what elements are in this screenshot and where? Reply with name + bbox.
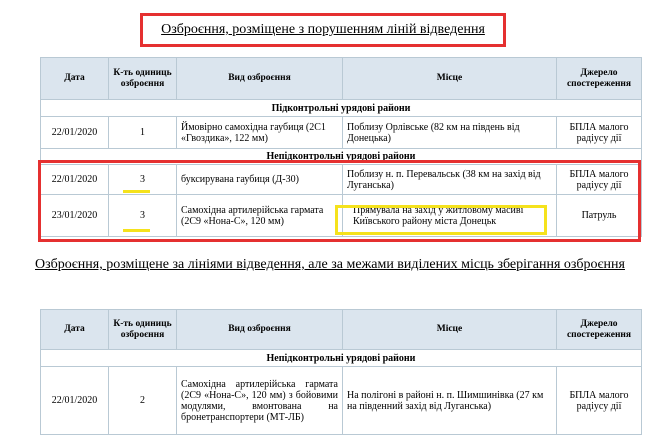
cell-source: БПЛА малого радіусу дії <box>557 117 642 149</box>
cell-place: Прямувала на захід у житловому масиві Київського району міста Донецьк <box>343 195 557 237</box>
cell-place: Поблизу Орлівське (82 км на південь від Донецька) <box>343 117 557 149</box>
cell-place: На полігоні в районі н. п. Шимшинівка (27 км на південний захід від Луганська) <box>343 367 557 435</box>
header-place: Місце <box>343 58 557 100</box>
cell-date: 22/01/2020 <box>41 117 109 149</box>
header-row <box>41 310 642 350</box>
cell-count: 2 <box>109 367 177 435</box>
group-row <box>41 149 642 165</box>
header-date: Дата <box>41 58 109 100</box>
cell-count: 1 <box>109 117 177 149</box>
cell-count: 3 <box>109 165 177 195</box>
cell-date: 22/01/2020 <box>41 165 109 195</box>
section2-title: Озброєння, розміщене за лініями відведення, але за межами виділених місць зберігання озброєння <box>35 257 625 272</box>
group-label-uncontrolled: Непідконтрольні урядові райони <box>41 149 642 165</box>
header-count: К-ть одиниць озброєння <box>109 310 177 350</box>
header-place: Місце <box>343 310 557 350</box>
header-source: Джерело спостереження <box>557 58 642 100</box>
cell-date: 23/01/2020 <box>41 195 109 237</box>
group-label-controlled: Підконтрольні урядові райони <box>41 100 642 117</box>
cell-source: БПЛА малого радіусу дії <box>557 367 642 435</box>
group-label-uncontrolled: Непідконтрольні урядові райони <box>41 350 642 367</box>
cell-count: 3 <box>109 195 177 237</box>
header-type: Вид озброєння <box>177 58 343 100</box>
cell-place: Поблизу н. п. Перевальськ (38 км на захід від Луганська) <box>343 165 557 195</box>
table-outside-storage <box>40 309 642 435</box>
header-count: К-ть одиниць озброєння <box>109 58 177 100</box>
table-row <box>41 117 642 149</box>
table-row <box>41 367 642 435</box>
cell-type: Ймовірно самохідна гаубиця (2С1 «Гвоздика», 122 мм) <box>177 117 343 149</box>
group-row <box>41 100 642 117</box>
header-source: Джерело спостереження <box>557 310 642 350</box>
table-violations <box>40 57 642 237</box>
cell-type: Самохідна артилерійська гармата (2С9 «Нона-С», 120 мм) з бойовими модулями, вмонтована на бронетранспортери (МТ-ЛБ) <box>177 367 343 435</box>
header-date: Дата <box>41 310 109 350</box>
cell-date: 22/01/2020 <box>41 367 109 435</box>
header-row <box>41 58 642 100</box>
cell-source: Патруль <box>557 195 642 237</box>
highlight-underline-count-2 <box>123 229 150 232</box>
header-type: Вид озброєння <box>177 310 343 350</box>
cell-type: буксирувана гаубиця (Д-30) <box>177 165 343 195</box>
highlight-underline-count-1 <box>123 190 150 193</box>
cell-source: БПЛА малого радіусу дії <box>557 165 642 195</box>
cell-type: Самохідна артилерійська гармата (2С9 «Нона-С», 120 мм) <box>177 195 343 237</box>
group-row <box>41 350 642 367</box>
section1-title: Озброєння, розміщене з порушенням ліній відведення <box>140 13 506 47</box>
